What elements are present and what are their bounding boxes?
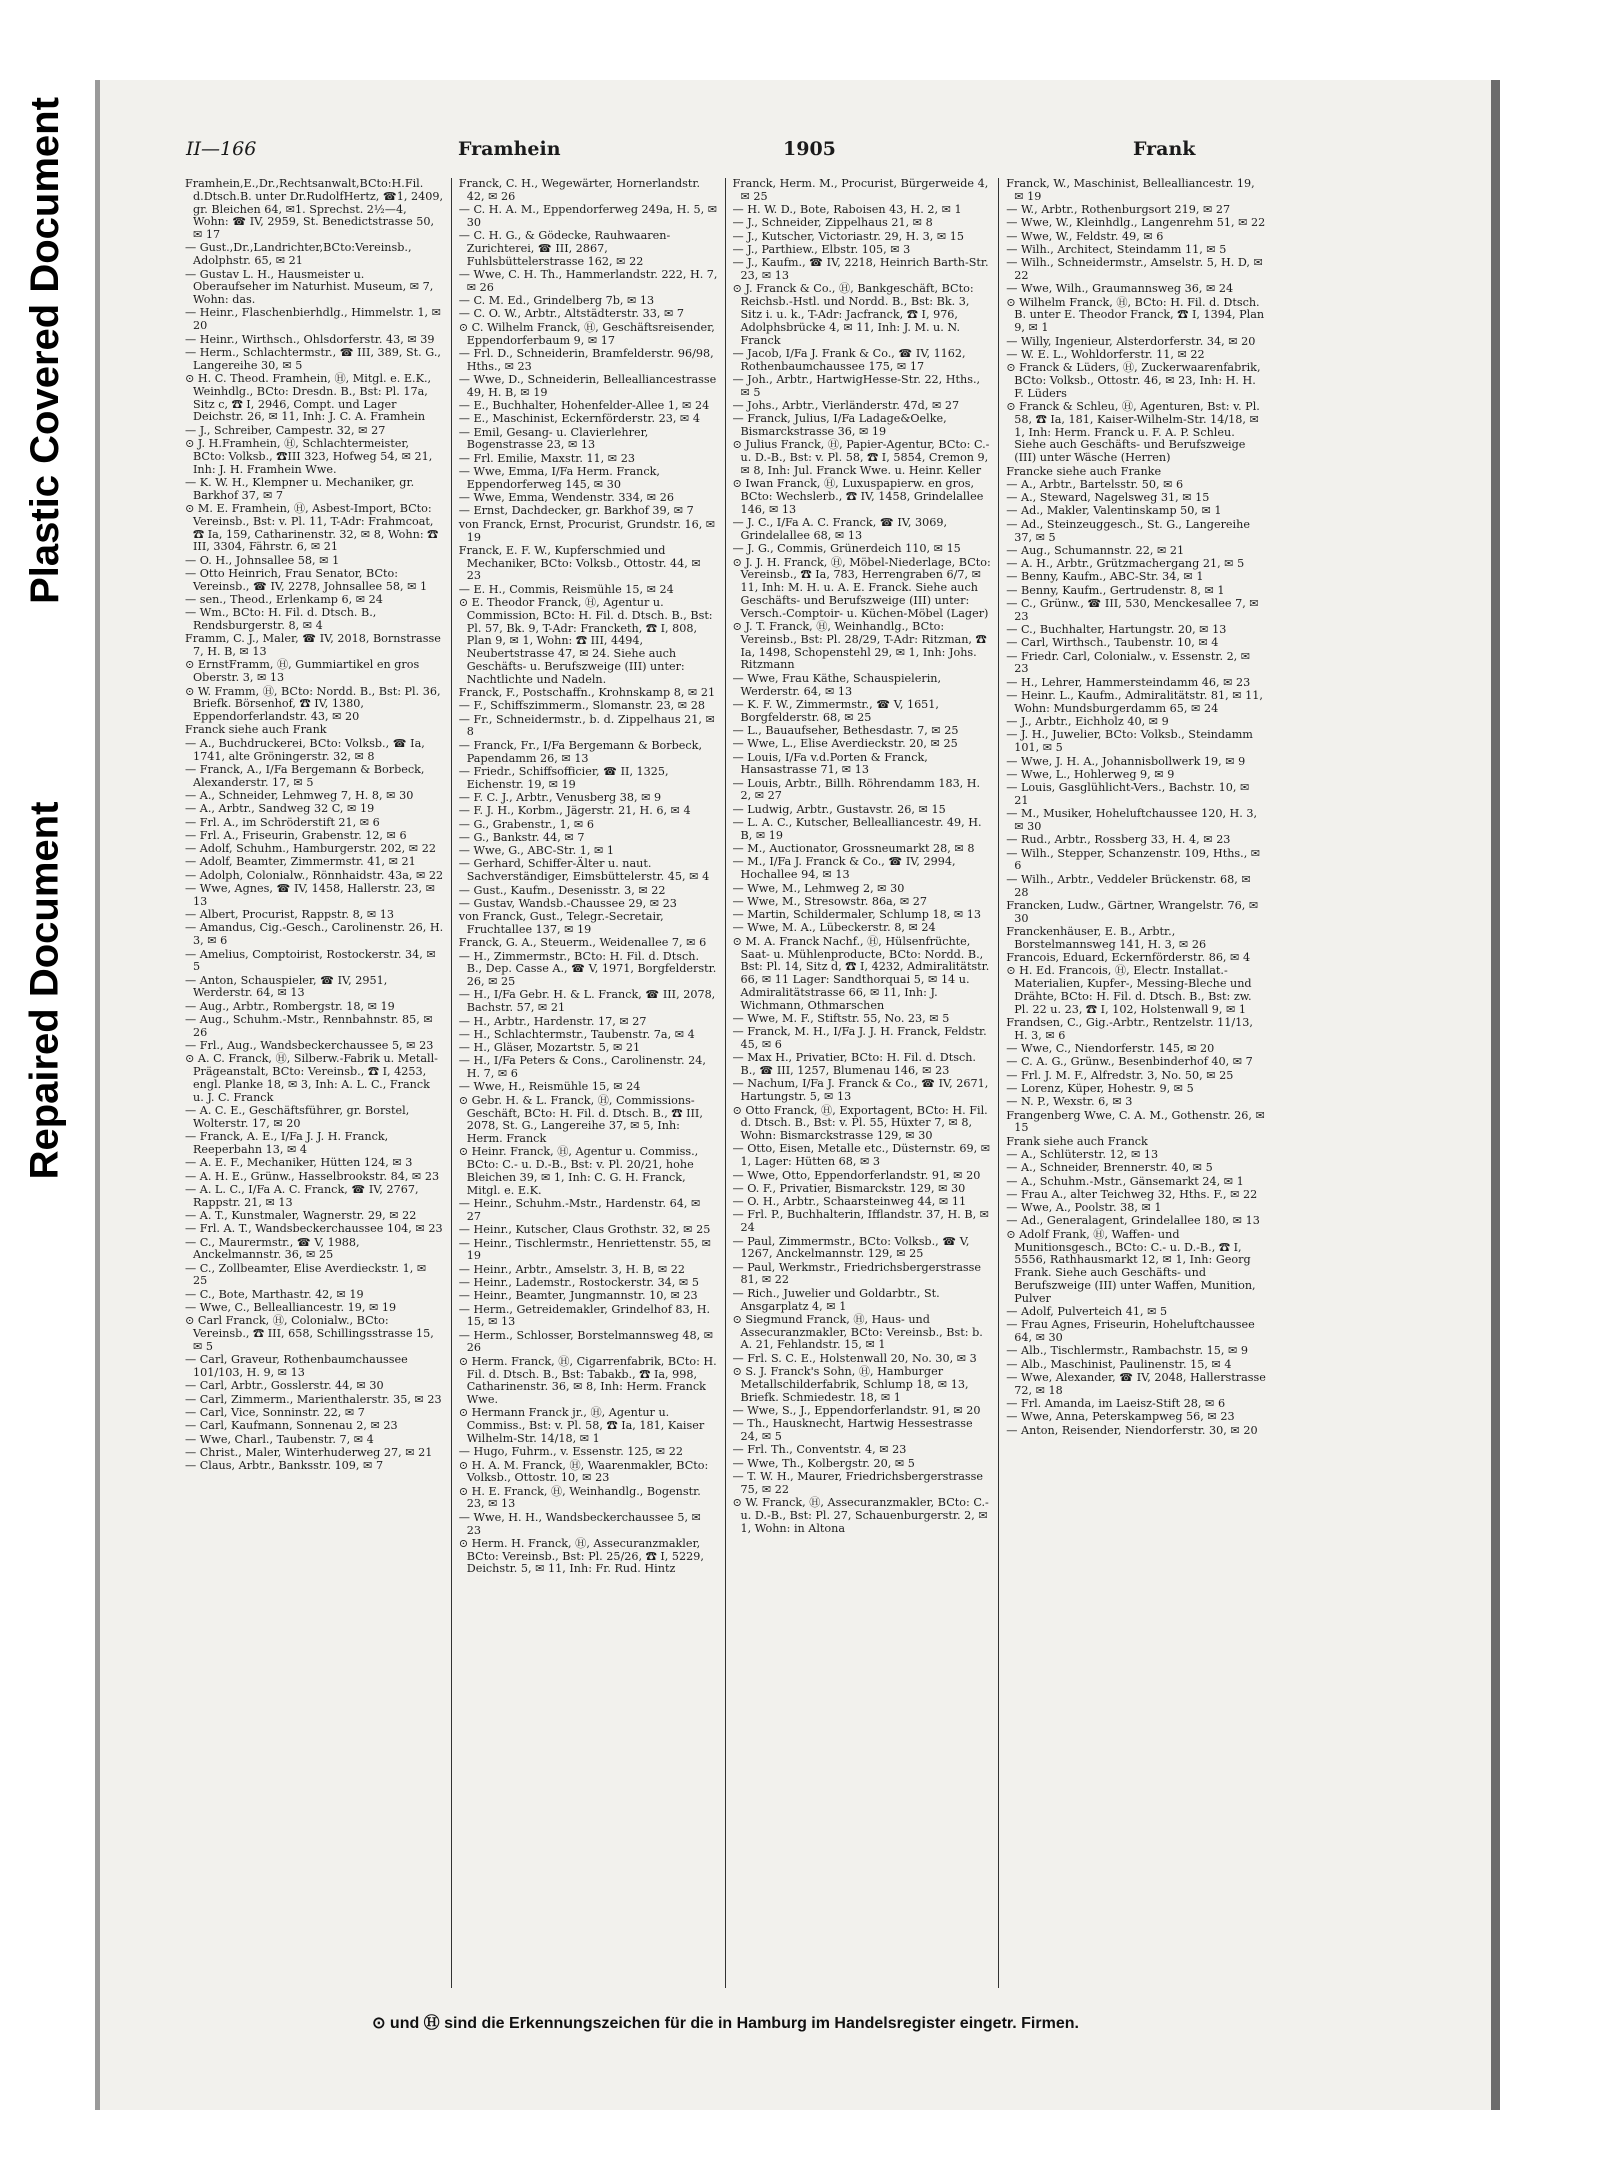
directory-entry: — Wilh., Stepper, Schanzenstr. 109, Hths., ✉ 6 (1006, 846, 1261, 873)
directory-entry: Frank siehe auch Franck (1006, 1134, 1148, 1148)
directory-entry: — T. W. H., Maurer, Friedrichsbergerstrasse 75, ✉ 22 (732, 1469, 984, 1496)
directory-entry: — Wilh., Schneidermstr., Amselstr. 5, H. D, ✉ 22 (1006, 256, 1263, 283)
directory-entry: — Johs., Arbtr., Vierländerstr. 47d, ✉ 27 (732, 399, 960, 413)
directory-entry: — K. F. W., Zimmermstr., ☎ V, 1651, Borgfelderstr. 68, ✉ 25 (732, 697, 939, 724)
directory-entry: ⊙ Heinr. Franck, Ⓗ, Agentur u. Commiss., BCto: C.- u. D.-B., Bst: v. Pl. 20/21, hohe Bleichen 39, ✉ 1, Inh: C. G. H. Franck, Mitgl. e. E.K. (458, 1145, 699, 1197)
directory-entry: ⊙ Carl Franck, Ⓗ, Colonialw., BCto: Vereinsb., ☎ III, 658, Schillingsstrasse 15, ✉ 5 (185, 1314, 434, 1353)
directory-entry: — H., Arbtr., Hardenstr. 17, ✉ 27 (458, 1014, 647, 1028)
directory-entry: — Aug., Schuhm.-Mstr., Rennbahnstr. 85, ✉ 26 (185, 1013, 433, 1039)
directory-entry: — Louis, I/Fa v.d.Porten & Franck, Hansastrasse 71, ✉ 13 (732, 750, 928, 777)
directory-entry: — J., Kaufm., ☎ IV, 2218, Heinrich Barth-Str. 23, ✉ 13 (732, 256, 989, 283)
directory-entry: — Jacob, I/Fa J. Frank & Co., ☎ IV, 1162, Rothenbaumchaussee 175, ✉ 17 (732, 346, 966, 373)
directory-entry: ⊙ Herm. H. Franck, Ⓗ, Assecuranzmakler, BCto: Vereinsb., Bst: Pl. 25/26, ☎ I, 5229, Deichstr. 5, ✉ 11, Inh: Fr. Rud. Hintz (458, 1536, 704, 1576)
directory-entry: — Benny, Kaufm., Gertrudenstr. 8, ✉ 1 (1006, 583, 1225, 597)
directory-entry: — Wwe, L., Elise Averdieckstr. 20, ✉ 25 (732, 737, 958, 751)
directory-entry: — Gust., Kaufm., Desenisstr. 3, ✉ 22 (458, 883, 666, 897)
directory-entry: — Frl., Aug., Wandsbeckerchaussee 5, ✉ 23 (185, 1039, 434, 1053)
directory-entry: — Paul, Zimmermstr., BCto: Volksb., ☎ V, 1267, Anckelmannstr. 129, ✉ 25 (732, 1234, 970, 1261)
directory-entry: — Heinr., Lademstr., Rostockerstr. 34, ✉ 5 (458, 1275, 699, 1289)
directory-entry: — Heinr., Wirthsch., Ohlsdorferstr. 43, ✉ 39 (185, 332, 435, 346)
scanned-page (95, 80, 1500, 2110)
directory-entry: — Christ., Maler, Winterhuderweg 27, ✉ 21 (185, 1445, 433, 1459)
directory-entry: — E., Maschinist, Eckernförderstr. 23, ✉ 4 (458, 412, 700, 426)
directory-entry: — Carl, Zimmerm., Marienthalerstr. 35, ✉ 23 (185, 1392, 442, 1406)
directory-entry: — Frl. D., Schneiderin, Bramfelderstr. 96/98, Hths., ✉ 23 (458, 346, 714, 373)
directory-entry: — K. W. H., Klempner u. Mechaniker, gr. Barkhof 37, ✉ 7 (185, 475, 415, 502)
directory-entry: — A. E. F., Mechaniker, Hütten 124, ✉ 3 (185, 1156, 413, 1170)
directory-entry: — O. F., Privatier, Bismarckstr. 129, ✉ 30 (732, 1181, 966, 1195)
directory-entry: — J. G., Commis, Grünerdeich 110, ✉ 15 (732, 542, 961, 556)
directory-entry: — A. H., Arbtr., Grützmachergang 21, ✉ 5 (1006, 557, 1245, 571)
directory-entry: — Wilh., Architect, Steindamm 11, ✉ 5 (1006, 242, 1227, 256)
directory-entry: — Frl. A. T., Wandsbeckerchaussee 104, ✉ 23 (185, 1222, 443, 1236)
directory-entry: — J., Schneider, Zippelhaus 21, ✉ 8 (732, 216, 933, 230)
directory-entry: — Adolph, Colonialw., Rönnhaidstr. 43a, ✉ 22 (185, 868, 444, 882)
directory-entry: — Wwe, Alexander, ☎ IV, 2048, Hallerstrasse 72, ✉ 18 (1006, 1371, 1266, 1397)
directory-entry: Franck, W., Maschinist, Bellealliancestr. 19, ✉ 19 (1006, 178, 1255, 203)
directory-entry: — Alb., Maschinist, Paulinenstr. 15, ✉ 4 (1006, 1357, 1232, 1371)
directory-entry: — Wwe, C., Bellealliancestr. 19, ✉ 19 (185, 1301, 397, 1315)
directory-entry: Frangenberg Wwe, C. A. M., Gothenstr. 26, ✉ 15 (1006, 1108, 1265, 1135)
directory-entry: — Wwe, D., Schneiderin, Bellealliancestrasse 49, H. B, ✉ 19 (458, 372, 717, 399)
directory-entry: ⊙ Wilhelm Franck, Ⓗ, BCto: H. Fil. d. Dtsch. B. unter E. Theodor Franck, ☎ I, 1394, Plan 9, ✉ 1 (1006, 295, 1265, 335)
directory-entry: — Amelius, Comptoirist, Rostockerstr. 34, ✉ 5 (185, 947, 436, 974)
directory-entry: — Wwe, H., Reismühle 15, ✉ 24 (458, 1080, 641, 1094)
directory-entry: — Herm., Schlachtermstr., ☎ III, 389, St. G., Langereihe 30, ✉ 5 (185, 345, 441, 372)
directory-entry: — Ad., Generalagent, Grindelallee 180, ✉ 13 (1006, 1214, 1260, 1228)
directory-entry: — Aug., Arbtr., Rombergstr. 18, ✉ 19 (185, 999, 395, 1013)
directory-entry: ⊙ Siegmund Franck, Ⓗ, Haus- und Assecuranzmakler, BCto: Vereinsb., Bst: b. A. 21, Fehlandstr. 15, ✉ 1 (732, 1312, 983, 1352)
directory-entry: — J., Kutscher, Victoriastr. 29, H. 3, ✉ 15 (732, 229, 965, 243)
directory-entry: — M., Auctionator, Grossneumarkt 28, ✉ 8 (732, 842, 975, 856)
directory-entry: — C., Maurermstr., ☎ V, 1988, Anckelmannstr. 36, ✉ 25 (185, 1235, 360, 1262)
directory-column-3 (726, 178, 1000, 1988)
directory-entry: — Heinr., Beamter, Jungmannstr. 10, ✉ 23 (458, 1289, 698, 1303)
directory-entry: — Albert, Procurist, Rappstr. 8, ✉ 13 (185, 908, 395, 922)
directory-entry: ⊙ J. J. H. Franck, Ⓗ, Möbel-Niederlage, BCto: Vereinsb., ☎ Ia, 783, Herrengraben 6/7, ✉ 11, Inh: M. H. u. A. E. Franck. Siehe auch Geschäfts- und Berufszweige (III) unter: Versch.-Comptoir- u. Küchen-Möbel (Lager) (732, 555, 991, 620)
directory-entry: ⊙ J. H.Framhein, Ⓗ, Schlachtermeister, BCto: Volksb., ☎III 323, Hofweg 54, ✉ 21, Inh: J. H. Framhein Wwe. (185, 436, 433, 476)
directory-entry: Franck, G. A., Steuerm., Weidenallee 7, ✉ 6 (458, 936, 707, 950)
directory-entry: — C., Bote, Marthastr. 42, ✉ 19 (185, 1287, 364, 1301)
directory-entry: — A., Buchdruckerei, BCto: Volksb., ☎ Ia, 1741, alte Gröningerstr. 32, ✉ 8 (185, 736, 425, 763)
directory-entry: — Heinr., Flaschenbierhdlg., Himmelstr. 1, ✉ 20 (185, 306, 442, 333)
directory-entry: — Ludwig, Arbtr., Gustavstr. 26, ✉ 15 (732, 802, 946, 816)
directory-entry: — Heinr., Schuhm.-Mstr., Hardenstr. 64, ✉ 27 (458, 1197, 701, 1223)
directory-entry: — Wwe, J. H. A., Johannisbollwerk 19, ✉ 9 (1006, 754, 1246, 768)
directory-entry: — O. H., Johnsallee 58, ✉ 1 (185, 553, 340, 567)
directory-entry: — Nachum, I/Fa J. Franck & Co., ☎ IV, 2671, Hartungstr. 5, ✉ 13 (732, 1077, 989, 1104)
directory-entry: — A., Schneider, Brennerstr. 40, ✉ 5 (1006, 1161, 1213, 1175)
directory-entry: — E. H., Commis, Reismühle 15, ✉ 24 (458, 582, 674, 596)
directory-entry: — J., Parthiew., Elbstr. 105, ✉ 3 (732, 242, 911, 256)
directory-entry: — Aug., Schumannstr. 22, ✉ 21 (1006, 543, 1185, 557)
directory-entry: Frandsen, C., Gig.-Arbtr., Rentzelstr. 11/13, H. 3, ✉ 6 (1006, 1016, 1253, 1042)
directory-entry: ⊙ H. Ed. Francois, Ⓗ, Electr. Installat.-Materialien, Kupfer-, Messing-Bleche und Drähte, BCto: H. Fil. d. Dtsch. B., Bst: zw. Pl. 22 u. 23, ☎ I, 102, Holstenwall 9, ✉ 1 (1006, 964, 1252, 1016)
directory-entry: ⊙ J. T. Franck, Ⓗ, Weinhandlg., BCto: Vereinsb., Bst: Pl. 28/29, T-Adr: Ritzman, ☎ Ia, 1498, Schopenstehl 29, ✉ 1, Inh: Johs. Ritzmann (732, 620, 987, 672)
repaired-document-label: Repaired Document (22, 801, 67, 1179)
directory-entry: — Gustav L. H., Hausmeister u. Oberaufseher im Naturhist. Museum, ✉ 7, Wohn: das. (185, 267, 434, 307)
directory-entry: — Wwe, Th., Kolbergstr. 20, ✉ 5 (732, 1456, 915, 1470)
directory-entry: ⊙ Franck & Schleu, Ⓗ, Agenturen, Bst: v. Pl. 58, ☎ Ia, 181, Kaiser-Wilhelm-Str. 14/18, ✉ 1, Inh: Herm. Franck u. F. A. P. Schleu. Siehe auch Geschäfts- und Berufszweige (III) unter Wäsche (Herren) (1006, 400, 1260, 465)
directory-entry: — Rich., Juwelier und Goldarbtr., St. Ansgarplatz 4, ✉ 1 (732, 1286, 940, 1313)
directory-entry: — N. P., Wexstr. 6, ✉ 3 (1006, 1095, 1133, 1109)
directory-column-1 (178, 178, 452, 1988)
directory-entry: — A., Schneider, Lehmweg 7, H. 8, ✉ 30 (185, 788, 414, 802)
directory-entry: — C., Buchhalter, Hartungstr. 20, ✉ 13 (1006, 623, 1227, 637)
directory-entry: — J. H., Juwelier, BCto: Volksb., Steindamm 101, ✉ 5 (1006, 728, 1253, 755)
directory-entry: — Ernst, Dachdecker, gr. Barkhof 39, ✉ 7 (458, 504, 694, 518)
directory-entry: — W. E. L., Wohldorferstr. 11, ✉ 22 (1006, 347, 1205, 361)
directory-entry: — O. H., Arbtr., Schaarsteinweg 44, ✉ 11 (732, 1195, 967, 1209)
directory-entry: ⊙ A. C. Franck, Ⓗ, Silberw.-Fabrik u. Metall-Prägeanstalt, BCto: Vereinsb., ☎ I, 4253, engl. Planke 18, ✉ 3, Inh: A. L. C., Franck u. J. C. Franck (185, 1052, 438, 1104)
directory-entry: — Paul, Werkmstr., Friedrichsbergerstrasse 81, ✉ 22 (732, 1260, 982, 1287)
directory-entry: — C. M. Ed., Grindelberg 7b, ✉ 13 (458, 294, 655, 308)
directory-entry: — J., Schreiber, Campestr. 32, ✉ 27 (185, 423, 386, 437)
directory-entry: ⊙ C. Wilhelm Franck, Ⓗ, Geschäftsreisender, Eppendorferbaum 9, ✉ 17 (458, 320, 715, 347)
directory-entry: — Wwe, M., Stresowstr. 86a, ✉ 27 (732, 894, 928, 908)
directory-entry: — Otto Heinrich, Frau Senator, BCto: Vereinsb., ☎ IV, 2278, Johnsallee 58, ✉ 1 (185, 566, 428, 593)
directory-entry: — Wwe, L., Hohlerweg 9, ✉ 9 (1006, 767, 1175, 781)
directory-entry: — Adolf, Schuhm., Hamburgerstr. 202, ✉ 22 (185, 842, 436, 856)
directory-entry: — A. T., Kunstmaler, Wagnerstr. 29, ✉ 22 (185, 1208, 417, 1222)
directory-entry: ⊙ W. Franck, Ⓗ, Assecuranzmakler, BCto: C.- u. D.-B., Bst: Pl. 27, Schauenburgerstr. 2, ✉ 1, Wohn: in Altona (732, 1495, 989, 1535)
directory-entry: — Carl, Kaufmann, Sonnenau 2, ✉ 23 (185, 1419, 398, 1433)
directory-entry: — Louis, Arbtr., Billh. Röhrendamm 183, H. 2, ✉ 27 (732, 776, 981, 803)
directory-entry: — sen., Theod., Erlenkamp 6, ✉ 24 (185, 593, 383, 606)
directory-entry: — Franck, M. H., I/Fa J. J. H. Franck, Feldstr. 45, ✉ 6 (732, 1025, 987, 1052)
directory-entry: — G., Grabenstr., 1, ✉ 6 (458, 817, 594, 831)
directory-entry: — Amandus, Cig.-Gesch., Carolinenstr. 26, H. 3, ✉ 6 (185, 921, 444, 948)
directory-entry: ⊙ W. Framm, Ⓗ, BCto: Nordd. B., Bst: Pl. 36, Briefk. Börsenhof, ☎ IV, 1380, Eppendorferlandstr. 43, ✉ 20 (185, 684, 441, 724)
directory-entry: — H. W. D., Bote, Raboisen 43, H. 2, ✉ 1 (732, 203, 962, 217)
directory-entry: Framhein,E.,Dr.,Rechtsanwalt,BCto:H.Fil. d.Dtsch.B. unter Dr.RudolfHertz, ☎1, 2409, gr. Bleichen 64, ✉1. Sprechst. 2½—4, Wohn: ☎ IV, 2959, St. Benedictstrasse 50, ✉ 17 (185, 178, 444, 242)
directory-entry: ⊙ Adolf Frank, Ⓗ, Waffen- und Munitionsgesch., BCto: C.- u. D.-B., ☎ I, 5556, Rathhausmarkt 12, ✉ 1, Inh: Georg Frank. Siehe auch Geschäfts- und Berufszweige (III) unter Waffen, Munition, Pulver (1006, 1227, 1256, 1305)
directory-entry: — F. J. H., Korbm., Jägerstr. 21, H. 6, ✉ 4 (458, 804, 691, 818)
directory-entry: — Carl, Wirthsch., Taubenstr. 10, ✉ 4 (1006, 636, 1219, 650)
directory-entry: — Max H., Privatier, BCto: H. Fil. d. Dtsch. B., ☎ III, 1257, Blumenau 146, ✉ 23 (732, 1051, 976, 1078)
directory-entry: ⊙ Otto Franck, Ⓗ, Exportagent, BCto: H. Fil. d. Dtsch. B., Bst: v. Pl. 55, Hüxter 7, ✉ 8, Wohn: Bismarckstrasse 129, ✉ 30 (732, 1103, 988, 1143)
directory-entry: — Friedr. Carl, Colonialw., v. Essenstr. 2, ✉ 23 (1006, 649, 1251, 676)
directory-entry: — F. C. J., Arbtr., Venusberg 38, ✉ 9 (458, 790, 662, 804)
directory-entry: — Wwe, Charl., Taubenstr. 7, ✉ 4 (185, 1432, 374, 1446)
directory-entry: — Willy, Ingenieur, Alsterdorferstr. 34, ✉ 20 (1006, 334, 1256, 348)
directory-entry: Franck, F., Postschaffn., Krohnskamp 8, ✉ 21 (458, 686, 716, 700)
directory-entry: ⊙ H. E. Franck, Ⓗ, Weinhandlg., Bogenstr. 23, ✉ 13 (458, 1484, 701, 1511)
directory-entry: Framm, C. J., Maler, ☎ IV, 2018, Bornstrasse 7, H. B, ✉ 13 (185, 632, 441, 659)
directory-entry: — Benny, Kaufm., ABC-Str. 34, ✉ 1 (1006, 570, 1204, 584)
header-last-entry: Frank (1133, 138, 1196, 160)
directory-entry: — Gerhard, Schiffer-Älter u. naut. Sachverständiger, Eimsbüttelerstr. 45, ✉ 4 (458, 857, 710, 884)
directory-entry: Franck, Herm. M., Procurist, Bürgerweide 4, ✉ 25 (732, 178, 989, 203)
directory-entry: — Wwe, S., J., Eppendorferlandstr. 91, ✉ 20 (732, 1403, 981, 1417)
directory-entry: — Herm., Getreidemakler, Grindelhof 83, H. 15, ✉ 13 (458, 1302, 711, 1329)
directory-entry: — Adolf, Pulverteich 41, ✉ 5 (1006, 1305, 1168, 1319)
directory-entry: — Frl. J. M. F., Alfredstr. 3, No. 50, ✉ 25 (1006, 1068, 1234, 1082)
directory-entry: — Heinr., Kutscher, Claus Grothstr. 32, ✉ 25 (458, 1223, 711, 1237)
directory-entry: ⊙ ErnstFramm, Ⓗ, Gummiartikel en gros Oberstr. 3, ✉ 13 (185, 658, 420, 685)
directory-entry: Francken, Ludw., Gärtner, Wrangelstr. 76, ✉ 30 (1006, 898, 1259, 925)
directory-entry: — Gust.,Dr.,Landrichter,BCto:Vereinsb., Adolphstr. 65, ✉ 21 (185, 241, 412, 268)
directory-entry: ⊙ M. E. Framhein, Ⓗ, Asbest-Import, BCto: Vereinsb., Bst: v. Pl. 11, T-Adr: Frahmcoat, ☎ Ia, 159, Catharinenstr. 32, ✉ 8, Wohn: ☎ III, 3304, Fährstr. 6, ✉ 21 (185, 501, 439, 554)
directory-entry: ⊙ H. A. M. Franck, Ⓗ, Waarenmakler, BCto: Volksb., Ottostr. 10, ✉ 23 (458, 1458, 709, 1485)
directory-entry: — Franck, A., I/Fa Bergemann & Borbeck, Alexanderstr. 17, ✉ 5 (185, 762, 425, 789)
directory-entry: — Otto, Eisen, Metalle etc., Düsternstr. 69, ✉ 1, Lager: Hütten 68, ✉ 3 (732, 1142, 991, 1169)
page-header (178, 130, 1273, 174)
header-first-entry: Framhein (458, 138, 561, 160)
directory-entry: — A. C. E., Geschäftsführer, gr. Borstel, Wolterstr. 17, ✉ 20 (185, 1104, 410, 1130)
directory-entry: — Claus, Arbtr., Banksstr. 109, ✉ 7 (185, 1459, 384, 1473)
directory-entry: — C. A. G., Grünw., Besenbinderhof 40, ✉ 7 (1006, 1055, 1253, 1069)
directory-entry: — G., Bankstr. 44, ✉ 7 (458, 830, 585, 844)
directory-entry: — L., Bauaufseher, Bethesdastr. 7, ✉ 25 (732, 723, 959, 737)
directory-entry: — A., Schuhm.-Mstr., Gänsemarkt 24, ✉ 1 (1006, 1174, 1244, 1188)
directory-entry: — Heinr., Tischlermstr., Henriettenstr. 55, ✉ 19 (458, 1236, 712, 1263)
directory-entry: ⊙ E. Theodor Franck, Ⓗ, Agentur u. Commission, BCto: H. Fil. d. Dtsch. B., Bst: Pl. 57, Bk. 9, T-Adr: Francketh, ☎ I, 808, Plan 9, ✉ 1, Wohn: ☎ III, 4494, Neubertstrasse 47, ✉ 24. Siehe auch Geschäfts- u. Berufszweige (III) unter: Nachtlichte und Nadeln. (458, 596, 713, 686)
directory-entry: Franck siehe auch Frank (185, 723, 327, 737)
directory-entry: — Lorenz, Küper, Hohestr. 9, ✉ 5 (1006, 1081, 1194, 1095)
directory-entry: — Joh., Arbtr., HartwigHesse-Str. 22, Hths., ✉ 5 (732, 372, 981, 399)
page-number: II—166 (186, 138, 257, 160)
directory-entry: Franckenhäuser, E. B., Arbtr., Borstelmannsweg 141, H. 3, ✉ 26 (1006, 924, 1207, 951)
directory-entry: — Wwe, Frau Käthe, Schauspielerin, Werderstr. 64, ✉ 13 (732, 671, 942, 698)
directory-entry: — Wwe, Otto, Eppendorferlandstr. 91, ✉ 20 (732, 1168, 981, 1182)
directory-entry: — H., Schlachtermstr., Taubenstr. 7a, ✉ 4 (458, 1027, 695, 1041)
directory-entry: ⊙ Hermann Franck jr., Ⓗ, Agentur u. Commiss., Bst: v. Pl. 58, ☎ Ia, 181, Kaiser Wilhelm-Str. 14/18, ✉ 1 (458, 1406, 705, 1445)
directory-entry: — Wwe, C. H. Th., Hammerlandstr. 222, H. 7, ✉ 26 (458, 268, 718, 294)
directory-entry: — Frl. Amanda, im Laeisz-Stift 28, ✉ 6 (1006, 1397, 1226, 1411)
directory-entry: — W., Arbtr., Rothenburgsort 219, ✉ 27 (1006, 203, 1231, 217)
plastic-covered-label: Plastic Covered Document (22, 96, 67, 604)
directory-entry: — Frau A., alter Teichweg 32, Hths. F., ✉ 22 (1006, 1187, 1258, 1201)
directory-entry: ⊙ Franck & Lüders, Ⓗ, Zuckerwaarenfabrik, BCto: Volksb., Ottostr. 46, ✉ 23, Inh: H. H. F. Lüders (1006, 361, 1261, 400)
directory-entry: — Wwe, M., Lehmweg 2, ✉ 30 (732, 881, 905, 895)
directory-entry: — Wwe, W., Feldstr. 49, ✉ 6 (1006, 229, 1164, 243)
directory-entry: — A., Schlüterstr. 12, ✉ 13 (1006, 1147, 1159, 1161)
directory-entry: — H., Lehrer, Hammersteindamm 46, ✉ 23 (1006, 675, 1251, 689)
directory-entry: — L. A. C., Kutscher, Bellealliancestr. 49, H. B, ✉ 19 (732, 816, 982, 842)
directory-entry: — Rud., Arbtr., Rossberg 33, H. 4, ✉ 23 (1006, 833, 1231, 847)
directory-entry: — Heinr. L., Kaufm., Admiralitätstr. 81, ✉ 11, Wohn: Mundsburgerdamm 65, ✉ 24 (1006, 689, 1263, 715)
directory-entry: von Franck, Gust., Telegr.-Secretair, Fruchtallee 137, ✉ 19 (458, 910, 664, 936)
directory-entry: — A. H. E., Grünw., Hasselbrookstr. 84, ✉ 23 (185, 1169, 440, 1183)
directory-entry: — M., I/Fa J. Franck & Co., ☎ IV, 2994, Hochallee 94, ✉ 13 (732, 855, 956, 882)
directory-entry: — Herm., Schlosser, Borstelmannsweg 48, ✉ 26 (458, 1328, 714, 1355)
directory-entry: — Ad., Makler, Valentinskamp 50, ✉ 1 (1006, 504, 1222, 518)
header-year: 1905 (783, 138, 836, 160)
directory-entry: — Fr., Schneidermstr., b. d. Zippelhaus 21, ✉ 8 (458, 712, 715, 739)
directory-entry: — A., Steward, Nagelsweg 31, ✉ 15 (1006, 491, 1210, 505)
directory-entry: — Alb., Tischlermstr., Rambachstr. 15, ✉ 9 (1006, 1344, 1249, 1358)
directory-entry: Francois, Eduard, Eckernförderstr. 86, ✉ 4 (1006, 951, 1251, 965)
directory-entry: Francke siehe auch Franke (1006, 464, 1162, 478)
directory-entry: ⊙ Julius Franck, Ⓗ, Papier-Agentur, BCto: C.- u. D.-B., Bst: v. Pl. 58, ☎ I, 5854, Cremon 9, ✉ 8, Inh: Jul. Franck Wwe. u. Heinr. Keller (732, 438, 990, 478)
directory-entry: — Th., Hausknecht, Hartwig Hessestrasse 24, ✉ 5 (732, 1417, 973, 1443)
directory-entry: — C., Zollbeamter, Elise Averdieckstr. 1, ✉ 25 (185, 1261, 427, 1288)
directory-entry: — Wwe, Emma, Wendenstr. 334, ✉ 26 (458, 491, 674, 505)
directory-entry: — Frau Agnes, Friseurin, Hoheluftchaussee 64, ✉ 30 (1006, 1318, 1255, 1345)
directory-column-4 (999, 178, 1273, 1988)
directory-entry: — H., Zimmermstr., BCto: H. Fil. d. Dtsch. B., Dep. Casse A., ☎ V, 1971, Borgfelderstr. 26, ✉ 25 (458, 949, 717, 989)
directory-entry: — Franck, Fr., I/Fa Bergemann & Borbeck, Papendamm 26, ✉ 13 (458, 738, 703, 765)
directory-entry: — Wwe, W., Kleinhdlg., Langenrehm 51, ✉ 22 (1006, 216, 1266, 230)
directory-entry: — Frl. A., im Schröderstift 21, ✉ 6 (185, 815, 380, 829)
directory-entry: — Adolf, Beamter, Zimmermstr. 41, ✉ 21 (185, 855, 416, 869)
directory-entry: — Heinr., Arbtr., Amselstr. 3, H. B, ✉ 22 (458, 1262, 686, 1276)
directory-entry: — A., Arbtr., Sandweg 32 C, ✉ 19 (185, 802, 375, 816)
directory-entry: — Wm., BCto: H. Fil. d. Dtsch. B., Rendsburgerstr. 8, ✉ 4 (185, 606, 377, 633)
directory-entry: — Gustav, Wandsb.-Chaussee 29, ✉ 23 (458, 896, 677, 910)
directory-entry: Franck, E. F. W., Kupferschmied und Mechaniker, BCto: Volksb., Ottostr. 44, ✉ 23 (458, 543, 701, 583)
directory-entry: — Hugo, Fuhrm., v. Essenstr. 125, ✉ 22 (458, 1445, 683, 1459)
directory-entry: — A., Arbtr., Bartelsstr. 50, ✉ 6 (1006, 477, 1184, 491)
directory-entry: — Ad., Steinzeuggesch., St. G., Langereihe 37, ✉ 5 (1006, 517, 1250, 544)
directory-entry: ⊙ M. A. Franck Nachf., Ⓗ, Hülsenfrüchte, Saat- u. Mühlenproducte, BCto: Nordd. B., Bst: Pl. 14, Sitz d, ☎ I, 4232, Admiralitätstr. 66, ✉ 11 Lager: Sandthorquai 5, ✉ 14 u. Admiralitätstrasse 66, ✉ 11, Inh: J. Wichmann, Othmarschen (732, 934, 990, 1012)
directory-columns (178, 178, 1273, 1988)
directory-entry: Franck, C. H., Wegewärter, Hornerlandstr. 42, ✉ 26 (458, 178, 701, 203)
directory-entry: — Frl. Emilie, Maxstr. 11, ✉ 23 (458, 451, 635, 465)
directory-entry: — E., Buchhalter, Hohenfelder-Allee 1, ✉ 24 (458, 399, 710, 413)
directory-entry: — J. C., I/Fa A. C. Franck, ☎ IV, 3069, Grindelallee 68, ✉ 13 (732, 516, 947, 543)
directory-entry: — Wwe, M. A., Lübeckerstr. 8, ✉ 24 (732, 921, 936, 935)
footer-note: ⊙ und Ⓗ sind die Erkennungszeichen für die in Hamburg im Handelsregister eingetr. Firmen. (372, 2015, 1079, 2032)
directory-entry: — H., Gläser, Mozartstr. 5, ✉ 21 (458, 1041, 641, 1055)
directory-entry: — A. L. C., I/Fa A. C. Franck, ☎ IV, 2767, Rappstr. 21, ✉ 13 (185, 1182, 419, 1209)
directory-entry: — M., Musiker, Hoheluftchaussee 120, H. 3, ✉ 30 (1006, 807, 1258, 834)
directory-entry: — Frl. P., Buchhalterin, Ifflandstr. 37, H. B, ✉ 24 (732, 1208, 990, 1235)
directory-entry: — C., Grünw., ☎ III, 530, Menckesallee 7, ✉ 23 (1006, 597, 1259, 623)
directory-column-2 (452, 178, 726, 1988)
directory-entry: — C. H. A. M., Eppendorferweg 249a, H. 5, ✉ 30 (458, 203, 718, 229)
directory-entry: — C. O. W., Arbtr., Altstädterstr. 33, ✉ 7 (458, 307, 685, 321)
directory-entry: — H., I/Fa Peters & Cons., Carolinenstr. 24, H. 7, ✉ 6 (458, 1054, 706, 1081)
directory-entry: — Wwe, M. F., Stiftstr. 55, No. 23, ✉ 5 (732, 1012, 950, 1025)
directory-entry: — Wwe, Anna, Peterskampweg 56, ✉ 23 (1006, 1410, 1235, 1424)
directory-entry: — Friedr., Schiffsofficier, ☎ II, 1325, Eichenstr. 19, ✉ 19 (458, 764, 669, 791)
directory-entry: — Anton, Schauspieler, ☎ IV, 2951, Werderstr. 64, ✉ 13 (185, 973, 388, 1000)
directory-entry: — Franck, Julius, I/Fa Ladage&Oelke, Bismarckstrasse 36, ✉ 19 (732, 412, 947, 439)
directory-entry: — Frl. A., Friseurin, Grabenstr. 12, ✉ 6 (185, 828, 407, 842)
directory-entry: — Wwe, Wilh., Graumannsweg 36, ✉ 24 (1006, 282, 1234, 296)
directory-entry: ⊙ Iwan Franck, Ⓗ, Luxuspapierw. en gros, BCto: Wechslerb., ☎ IV, 1458, Grindelallee 146, ✉ 13 (732, 477, 984, 516)
directory-entry: — Wwe, Emma, I/Fa Herm. Franck, Eppendorferweg 145, ✉ 30 (458, 465, 660, 491)
directory-entry: von Franck, Ernst, Procurist, Grundstr. 16, ✉ 19 (458, 517, 716, 544)
directory-entry: — Franck, A. E., I/Fa J. J. H. Franck, Reeperbahn 13, ✉ 4 (185, 1130, 389, 1156)
directory-entry: — Frl. Th., Conventstr. 4, ✉ 23 (732, 1443, 907, 1457)
directory-entry: — F., Schiffszimmerm., Slomanstr. 23, ✉ 28 (458, 699, 705, 713)
directory-entry: ⊙ H. C. Theod. Framhein, Ⓗ, Mitgl. e. E.K., Weinhdlg., BCto: Dresdn. B., Bst: Pl. 17a, Sitz c, ☎ I, 2946, Compt. und Lager Deichstr. 26, ✉ 11, Inh: J. C. A. Framhein (185, 371, 432, 424)
directory-entry: — Carl, Arbtr., Gosslerstr. 44, ✉ 30 (185, 1379, 384, 1393)
directory-entry: ⊙ Herm. Franck, Ⓗ, Cigarrenfabrik, BCto: H. Fil. d. Dtsch. B., Bst: Tabakb., ☎ Ia, 998, Catharinenstr. 36, ✉ 8, Inh: Herm. Franck Wwe. (458, 1354, 717, 1407)
directory-entry: — Carl, Vice, Sonninstr. 22, ✉ 7 (185, 1405, 365, 1419)
directory-entry: ⊙ S. J. Franck's Sohn, Ⓗ, Hamburger Metallschilderfabrik, Schlump 18, ✉ 13, Briefk. Schmiedestr. 18, ✉ 1 (732, 1365, 969, 1404)
directory-entry: — Louis, Gasglühlicht-Vers., Bachstr. 10, ✉ 21 (1006, 781, 1250, 807)
directory-entry: — Frl. S. C. E., Holstenwall 20, No. 30, ✉ 3 (732, 1351, 977, 1365)
directory-entry: — Wwe, A., Poolstr. 38, ✉ 1 (1006, 1201, 1162, 1215)
directory-entry: — Wwe, H. H., Wandsbeckerchaussee 5, ✉ 23 (458, 1510, 701, 1537)
directory-entry: ⊙ J. Franck & Co., Ⓗ, Bankgeschäft, BCto: Reichsb.-Hstl. und Nordd. B., Bst: Bk. 3, Sitz i. u. k., T-Adr: Jacfranck, ☎ I, 976, Adolphsbrücke 4, ✉ 11, Inh: J. M. u. N. Franck (732, 282, 974, 347)
directory-entry: — Wwe, G., ABC-Str. 1, ✉ 1 (458, 844, 615, 858)
directory-entry: — Wilh., Arbtr., Veddeler Brückenstr. 68, ✉ 28 (1006, 872, 1251, 899)
directory-entry: — H., I/Fa Gebr. H. & L. Franck, ☎ III, 2078, Bachstr. 57, ✉ 21 (458, 988, 716, 1015)
directory-entry: — Wwe, Agnes, ☎ IV, 1458, Hallerstr. 23, ✉ 13 (185, 882, 435, 908)
directory-entry: — J., Arbtr., Eichholz 40, ✉ 9 (1006, 715, 1169, 729)
directory-entry: ⊙ Gebr. H. & L. Franck, Ⓗ, Commissions-Geschäft, BCto: H. Fil. d. Dtsch. B., ☎ III, 2078, St. G., Langereihe 37, ✉ 5, Inh: Herm. Franck (458, 1093, 703, 1146)
directory-entry: — Carl, Graveur, Rothenbaumchaussee 101/103, H. 9, ✉ 13 (185, 1353, 408, 1380)
directory-entry: — Martin, Schildermaler, Schlump 18, ✉ 13 (732, 908, 981, 922)
directory-entry: — Emil, Gesang- u. Clavierlehrer, Bogenstrasse 23, ✉ 13 (458, 425, 649, 452)
directory-entry: — Anton, Reisender, Niendorferstr. 30, ✉ 20 (1006, 1423, 1258, 1437)
directory-entry: — Wwe, C., Niendorferstr. 145, ✉ 20 (1006, 1042, 1215, 1056)
directory-entry: — C. H. G., & Gödecke, Rauhwaaren-Zurichterei, ☎ III, 2867, Fuhlsbüttelerstrasse 162, ✉ 22 (458, 229, 671, 268)
